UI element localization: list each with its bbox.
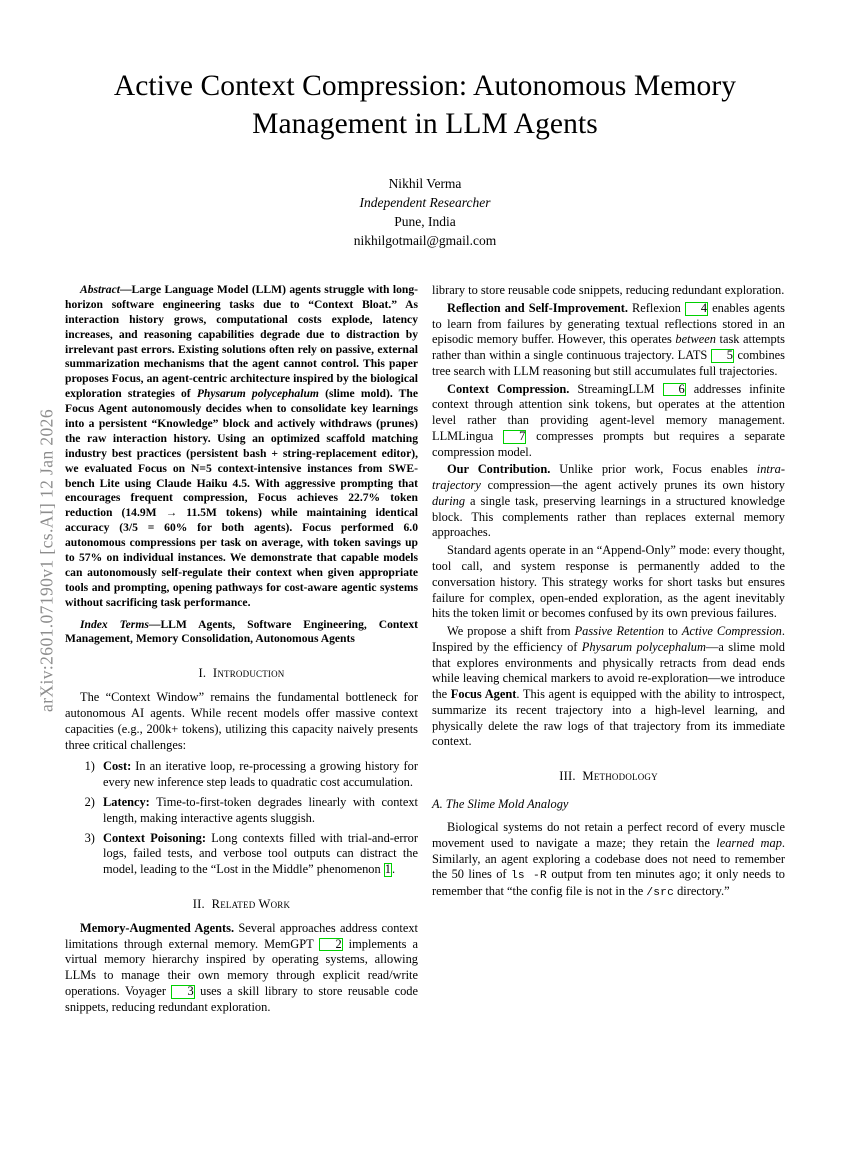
section-title: Related Work [211, 896, 291, 911]
abstract-italic-1: Physarum polycephalum [196, 387, 319, 401]
list-item-tail: . [392, 862, 396, 877]
paragraph-lead-label: Context Compression. [447, 381, 570, 396]
index-terms-text: LLM Agents, Software Engineering, Context Management, Memory Consolidation, Autonomous Agents [65, 617, 418, 646]
citation-link-5[interactable]: 5 [711, 349, 734, 363]
text-run: . This agent is equipped with the ability to introspect, summarize its recent trajectory into a high-level learning, and physically delete the raw logs of that trajectory from its immediate context. [432, 687, 785, 749]
list-item-text: Long contexts filled with trial-and-error logs, failed tests, and verbose tool outputs can distract the model, leading to the “Lost in the Middle” phenomenon [103, 830, 418, 877]
intro-paragraph-1: The “Context Window” remains the fundamental bottleneck for autonomous AI agents. While recent models offer massive context capacities (e.g., 200k+ tokens), utilizing this capacity naively presents three critical challenges: [65, 690, 418, 752]
section-heading-introduction [65, 665, 418, 681]
paragraph-lead-label: Our Contribution. [447, 462, 551, 477]
text-run: compresses prompts but requires a separate compression model. [432, 428, 785, 459]
text-run: enables agents to learn from failures by generating textual reflections stored in an episodic memory buffer. However, this operates [432, 300, 785, 347]
author-location: Pune, India [394, 214, 456, 230]
right-column [432, 283, 785, 900]
author-block [65, 174, 785, 251]
citation-link-3[interactable]: 3 [171, 985, 194, 999]
list-item-text: In an iterative loop, re-processing a growing history for every new inference step leads to quadratic cost accumulation. [103, 759, 418, 790]
related-memory-paragraph [65, 921, 418, 1016]
section-title: Introduction [212, 666, 285, 681]
citation-link-4[interactable]: 4 [685, 302, 708, 316]
list-item [98, 795, 418, 827]
text-run: task attempts rather than within a single continuous trajectory. LATS [432, 332, 785, 363]
intro-challenges-list [65, 759, 418, 877]
section-number: III. [559, 769, 576, 784]
text-run: StreamingLLM [569, 381, 663, 396]
list-item [98, 831, 418, 878]
left-column [65, 283, 418, 1015]
text-italic: intra-trajectory [432, 462, 785, 493]
text-run: combines tree search with LLM reasoning but still accumulates full trajectories. [432, 348, 785, 378]
section-title: Methodology [582, 769, 658, 784]
text-italic: Passive Retention [574, 624, 665, 639]
citation-link-6[interactable]: 6 [663, 383, 686, 397]
text-italic: Active Compression [681, 624, 782, 639]
text-run: directory.” [674, 883, 730, 898]
citation-link-1[interactable]: 1 [384, 862, 391, 877]
append-only-paragraph: Standard agents operate in an “Append-Only” mode: every thought, tool call, and system response is permanently added to the conversation history. This strategy works for short tasks but ensures failure for complex, open-ended exploration, as the agent inevitably hits the token limit or becomes confused by its own previous failures. [432, 543, 785, 621]
abstract-label: Abstract [80, 283, 120, 296]
abstract-dash: — [119, 283, 132, 296]
text-run: We propose a shift from [447, 624, 575, 639]
active-compression-paragraph [432, 624, 785, 750]
related-memory-continuation [432, 283, 785, 299]
related-contribution-paragraph [432, 462, 785, 541]
text-italic: between [675, 332, 716, 347]
text-run: . Inspired by the efficiency of [432, 624, 785, 654]
author-affiliation: Independent Researcher [359, 195, 491, 211]
text-italic: during [432, 493, 466, 508]
text-run: —a slime mold that explores environments and physically retracts from dead ends while leaving chemical markers to avoid re-exploration—we introduce the [432, 639, 785, 702]
list-item-text: Time-to-first-token degrades linearly with context length, making interactive agents sluggish. [103, 794, 418, 825]
index-terms-dash: — [148, 617, 161, 631]
index-terms-label: Index Terms [80, 617, 149, 631]
section-number: II. [192, 896, 205, 911]
text-run: implements a virtual memory hierarchy inspired by operating systems, allowing LLMs to manage their own memory through explicit read/write operations. Voyager [65, 936, 418, 998]
author-name: Nikhil Verma [388, 176, 462, 191]
list-item [98, 759, 418, 791]
page-title: Active Context Compression: Autonomous Memory Management in LLM Agents [113, 70, 737, 140]
text-run: library to store reusable code snippets, reducing redundant exploration. [432, 283, 785, 297]
text-run: output from ten minutes ago; it only needs to remember that “the config file is not in the [432, 867, 785, 898]
list-item-label: Latency: [103, 794, 150, 809]
index-terms-paragraph [65, 618, 418, 648]
text-run: . Similarly, an agent exploring a codebase does not need to remember the 50 lines of [432, 835, 785, 882]
abstract-text-2: (slime mold). The Focus Agent autonomously decides when to consolidate key learnings into a persistent “Knowledge” block and actively withdraws (prunes) the raw interaction history. Using an optimized scaffold matching industry best practices (persistent bash + string-replacement editor), we evaluated Focus on N=5 context-intensive instances from SWE-bench Lite using Claude Haiku 4.5. With aggressive prompting that encourages frequent compression, Focus achieves 22.7% token reduction (14.9M → 11.5M tokens) while maintaining identical accuracy (3/5 = 60% for both agents). Focus performed 6.0 autonomous compressions per task on average, with token savings up to 57% on individual instances. We demonstrate that capable models can autonomously self-regulate their context when given appropriate tools and prompting, opening pathways for cost-aware agentic systems without sacrificing task performance. [65, 387, 419, 609]
code-inline-src: /src [646, 886, 675, 899]
text-run: Reflexion [627, 300, 685, 315]
text-run: Several approaches address context limitations through external memory. MemGPT [65, 920, 419, 951]
code-inline-ls: ls -R [510, 870, 547, 883]
related-reflection-paragraph [432, 301, 785, 380]
citation-link-7[interactable]: 7 [503, 430, 526, 444]
section-number: I. [198, 666, 207, 681]
subsection-heading-slime-mold: A. The Slime Mold Analogy [432, 797, 569, 812]
text-italic: learned map [716, 835, 782, 850]
related-compression-paragraph [432, 382, 785, 461]
list-item-label: Context Poisoning: [103, 830, 206, 845]
text-run: a single task, preserving learnings in a structured knowledge block. This complements rather than replaces external memory approaches. [432, 493, 785, 540]
paragraph-lead-label: Memory-Augmented Agents. [80, 920, 235, 935]
abstract-text-1: Large Language Model (LLM) agents struggle with long-horizon software engineering tasks due to “Context Bloat.” As interaction history grows, computational costs explode, latency increases, and reasoning capabilities degrade due to distraction by irrelevant past errors. Existing solutions often rely on passive, external summarization mechanisms that the agent cannot control. This paper proposes Focus, an agent-centric architecture inspired by the biological exploration strategies of [65, 283, 418, 401]
section-heading-related-work [65, 896, 418, 912]
author-email: nikhilgotmail@gmail.com [353, 233, 497, 249]
arxiv-stamp: arXiv:2601.07190v1 [cs.AI] 12 Jan 2026 [36, 409, 57, 712]
text-run: addresses infinite context through attention sink tokens, but operates at the attention level rather than providing agent-level memory management. LLMLingua [432, 381, 786, 443]
text-run: to [664, 624, 682, 639]
list-item-label: Cost: [103, 759, 132, 774]
text-run: Unlike prior work, Focus enables [550, 462, 757, 477]
text-bold: Focus Agent [450, 687, 517, 702]
text-run: Biological systems do not retain a perfect record of every muscle movement used to navigate a maze; they retain the [432, 819, 785, 850]
methodology-paragraph-1 [432, 820, 785, 900]
section-heading-methodology [432, 768, 785, 784]
text-italic: Physarum polycephalum [581, 639, 706, 654]
text-run: compression—the agent actively prunes its own history [480, 478, 785, 493]
text-run: uses a skill library to store reusable code snippets, reducing redundant exploration. [65, 983, 418, 1014]
abstract-paragraph [65, 283, 418, 611]
paragraph-lead-label: Reflection and Self-Improvement. [447, 300, 628, 315]
citation-link-2[interactable]: 2 [319, 938, 342, 952]
